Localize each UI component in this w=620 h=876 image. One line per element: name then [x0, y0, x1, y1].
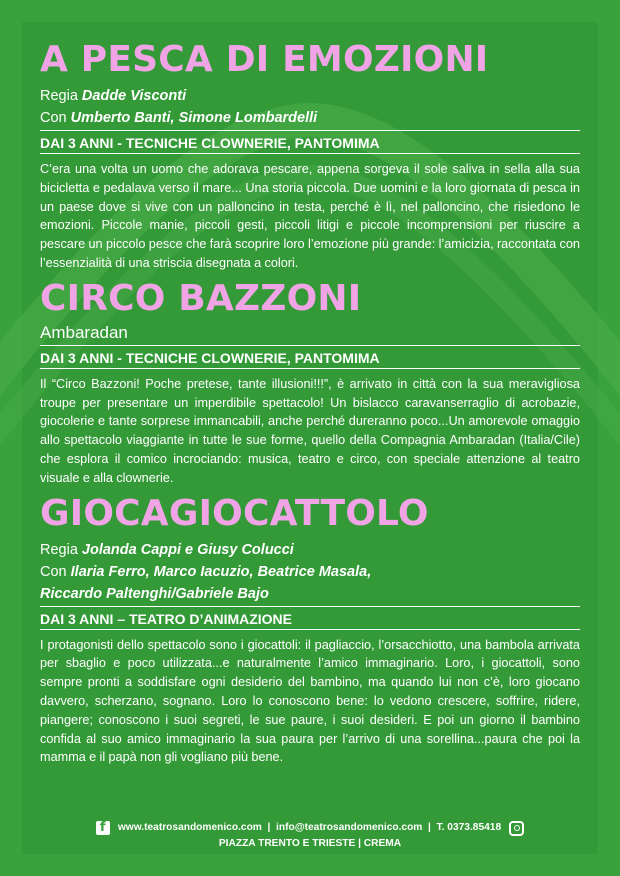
cast-credit-continued [40, 584, 580, 604]
credit-prefix: Regia [40, 541, 82, 558]
director-names: Jolanda Cappi e Giusy Colucci [81, 541, 294, 558]
director-credit [40, 86, 580, 106]
credit-prefix: Con [40, 563, 71, 580]
show-title: A PESCA DI EMOZIONI [40, 39, 489, 80]
credit-prefix: Regia [40, 88, 82, 104]
cast-names: Umberto Banti, Simone Lombardelli [70, 110, 318, 126]
facebook-icon[interactable]: f [96, 821, 110, 835]
footer-address: PIAZZA TRENTO E TRIESTE | CREMA [218, 838, 402, 849]
show-description: I protagonisti dello spettacolo sono i giocattoli: il pagliaccio, l’orsacchiotto, una bambola arrivata per sbaglio e poco utilizzata...e naturalmente l’amico immaginario. Loro, i giocattoli, sono sempre pronti a soddisfare ogni desiderio del bambino, ma quando lui non c’è, loro giocano davvero, scherzano, sognano. Loro lo conoscono bene: lo vedono crescere, soffrire, ridere, piangere; conoscono i suoi segreti, le sue paure, i suoi desideri. E poi un giorno il bambino confida al suo amico immaginario la sua paura per l’arrivo di una sorellina...paura che poi la mamma e il papà non gli vogliano più bene. [40, 637, 580, 765]
footer-contact-text: www.teatrosandomenico.com | info@teatrosandomenico.com | T. 0373.85418 [117, 822, 502, 833]
show-giocagiocattolo [40, 494, 580, 768]
age-category-bar: DAI 3 ANNI - TECNICHE CLOWNERIE, PANTOMIMA [40, 345, 580, 369]
show-title: GIOCAGIOCATTOLO [40, 492, 429, 534]
show-description: Il “Circo Bazzoni! Poche pretese, tante illusioni!!!”, è arrivato in città con la sua meravigliosa troupe per presentare un imperdibile spettacolo! Un bislacco caravanserraglio di acrobazie, giocolerie e tante sorprese immancabili, anche perché dureranno poco...Un amorevole omaggio allo spettacolo viaggiante in tutte le sue forme, quello della Compagnia Ambaradan (Italia/Cile) che esplora il comico incrociando: musica, teatro e circo, con speciale attenzione al teatro visuale e alla clownerie. [40, 376, 580, 485]
director-names: Dadde Visconti [81, 88, 187, 104]
show-a-pesca-di-emozioni [40, 40, 580, 273]
credit-prefix: Con [40, 110, 71, 126]
cast-names: Riccardo Paltenghi/Gabriele Bajo [40, 585, 269, 602]
show-title: CIRCO BAZZONI [40, 277, 362, 319]
footer [0, 820, 620, 852]
cast-credit [40, 562, 580, 582]
footer-contacts [0, 820, 620, 836]
company-name: Ambaradan [40, 322, 128, 342]
show-description: C’era una volta un uomo che adorava pescare, appena sorgeva il sole saliva in sella alla sua bicicletta e pedalava verso il mare... Una storia piccola. Due uomini e la loro giornata di pesca in un paese dove si vive con un palloncino in testa, perché è lì, nel palloncino, che risiedono le emozioni. Piccole manie, piccoli gesti, piccoli litigi e piccole incomprensioni per riuscire a pescare un piccolo pesce che farà scoprire loro l’emozione più grande: l’amicizia, raccontata con l’essenzialità di una striscia disegnata a colori. [40, 162, 580, 270]
instagram-icon[interactable] [509, 821, 524, 836]
age-category-bar: DAI 3 ANNI – TEATRO D’ANIMAZIONE [40, 606, 580, 630]
show-circo-bazzoni [40, 279, 580, 488]
cast-credit [40, 108, 580, 128]
director-credit [40, 540, 580, 560]
age-category-bar: DAI 3 ANNI - TECNICHE CLOWNERIE, PANTOMIMA [40, 130, 580, 154]
cast-names: Ilaria Ferro, Marco Iacuzio, Beatrice Masala, [70, 563, 372, 580]
programme [40, 40, 580, 767]
